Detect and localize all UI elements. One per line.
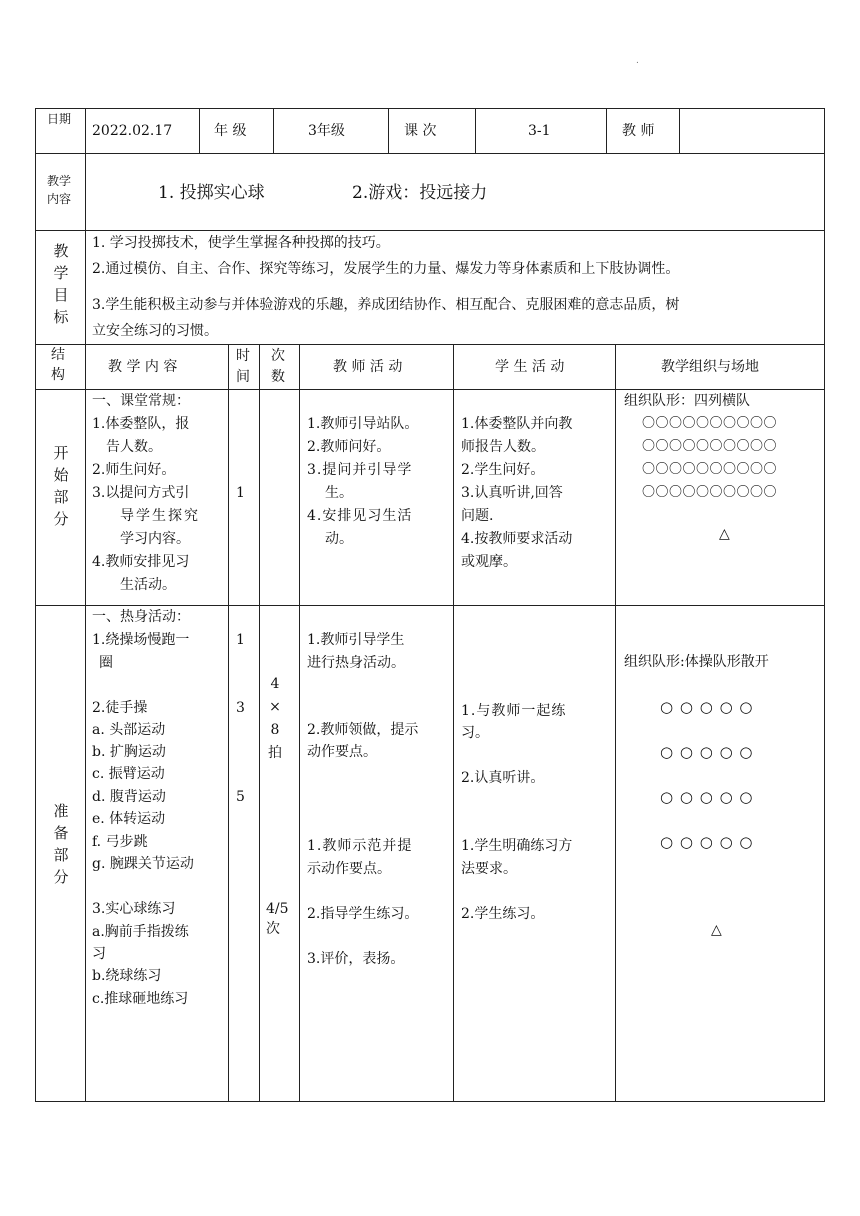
prep-teacher-line: 动作要点。 [307, 744, 377, 760]
prep-content-line: 3.实心球练习 [92, 901, 176, 917]
prep-student-line: 2.认真听讲。 [461, 770, 545, 786]
col-divider [606, 108, 607, 153]
col-organization: 教学组织与场地 [661, 359, 759, 375]
prep-content-line: b. 扩胸运动 [92, 744, 166, 760]
start-formation-row: 〇〇〇〇〇〇〇〇〇〇 [642, 462, 778, 477]
start-content-line: 告人数。 [106, 439, 162, 455]
lesson-value: 3-1 [528, 123, 551, 139]
start-student-line: 1.体委整队并向教 [461, 416, 573, 432]
grade-value: 3年级 [308, 123, 345, 139]
prep-count-value [262, 673, 288, 765]
prep-count-char: 8 [270, 722, 280, 738]
col-structure-line: 构 [51, 367, 65, 383]
col-count-line: 次 [271, 348, 285, 364]
prep-student-line: 1.与教师一起练 [461, 703, 567, 719]
goal-line: 立安全练习的习惯。 [92, 323, 218, 339]
start-formation-row: 〇〇〇〇〇〇〇〇〇〇 [642, 439, 778, 454]
start-student-line: 2.学生问好。 [461, 462, 545, 478]
section-prep-char: 部 [53, 846, 69, 864]
start-content-line: 4.教师安排见习 [92, 554, 190, 570]
start-content-line: 一、课堂常规： [92, 393, 190, 409]
prep-formation-row: ○ ○ ○ ○ ○ [660, 698, 754, 716]
start-teacher-line: 生。 [325, 485, 353, 501]
section-start-char: 始 [53, 466, 69, 484]
prep-content-line: 一、热身活动： [92, 609, 190, 625]
section-start-char: 开 [53, 444, 69, 462]
prep-count-char: 拍 [268, 745, 282, 761]
prep-content-line: e. 体转运动 [92, 811, 166, 827]
col-divider [453, 344, 454, 1102]
goals-label-char: 学 [53, 264, 69, 282]
start-teacher-line: 1.教师引导站队。 [307, 416, 419, 432]
start-content-line: 3.以提问方式引 [92, 485, 190, 501]
col-divider [199, 108, 200, 153]
prep-student-line: 法要求。 [461, 861, 517, 877]
goal-line: 1. 学习投掷技术，使学生掌握各种投掷的技巧。 [92, 235, 390, 251]
start-student-line: 3.认真听讲,回答 [461, 485, 563, 501]
prep-content-line: f. 弓步跳 [92, 834, 148, 850]
prep-content-line: d. 腹背运动 [92, 789, 166, 805]
prep-time-value: 5 [236, 789, 245, 805]
start-content-line: 学习内容。 [120, 531, 190, 547]
start-student-line: 4.按教师要求活动 [461, 531, 573, 547]
col-divider [388, 108, 389, 153]
prep-org-title: 组织队形:体操队形散开 [624, 654, 769, 670]
start-teacher-line: 3.提问并引导学 [307, 462, 413, 478]
goals-label-char: 教 [53, 242, 69, 260]
prep-count-value-2: 4/5 [266, 901, 289, 917]
col-divider [85, 108, 86, 1102]
goal-line: 3.学生能积极主动参与并体验游戏的乐趣，养成团结协作、相互配合、克服困难的意志品质，树 [92, 297, 680, 313]
goals-label-char: 目 [53, 286, 69, 304]
prep-formation-row: ○ ○ ○ ○ ○ [660, 833, 754, 851]
section-start-char: 部 [53, 488, 69, 506]
prep-teacher-line: 2.指导学生练习。 [307, 906, 419, 922]
goals-label [46, 240, 76, 328]
row-divider [35, 153, 825, 154]
goals-label-char: 标 [53, 308, 69, 326]
date-label: 日期 [47, 112, 72, 126]
section-start-char: 分 [53, 510, 69, 528]
prep-content-line: c. 振臂运动 [92, 766, 165, 782]
col-time-line: 时 [236, 348, 250, 364]
prep-student-line: 1.学生明确练习方 [461, 838, 573, 854]
prep-content-line: b.绕球练习 [92, 968, 162, 984]
start-content-line: 2.师生问好。 [92, 462, 176, 478]
col-time-line: 间 [236, 369, 250, 385]
prep-teacher-line: 1.教师引导学生 [307, 632, 405, 648]
col-content: 教 学 内 容 [108, 359, 178, 375]
prep-content-line: a. 头部运动 [92, 722, 166, 738]
grade-label: 年 级 [214, 123, 247, 139]
prep-content-line: 1.绕操场慢跑一 [92, 632, 190, 648]
prep-student-line: 习。 [461, 725, 489, 741]
col-teacher-activity: 教 师 活 动 [333, 359, 403, 375]
prep-count-char: 4 [270, 676, 280, 692]
col-count-line: 数 [271, 369, 285, 385]
prep-student-line: 2.学生练习。 [461, 906, 545, 922]
start-org-title: 组织队形：四列横队 [624, 393, 750, 409]
corner-mark: . [636, 56, 639, 66]
start-formation-row: 〇〇〇〇〇〇〇〇〇〇 [642, 416, 778, 431]
prep-content-line: 2.徒手操 [92, 700, 148, 716]
start-time: 1 [236, 485, 245, 501]
col-divider [228, 344, 229, 1102]
prep-formation-row: ○ ○ ○ ○ ○ [660, 788, 754, 806]
start-teacher-line: 4.安排见习生活 [307, 508, 413, 524]
prep-formation-row: ○ ○ ○ ○ ○ [660, 743, 754, 761]
start-teacher-line: 2.教师问好。 [307, 439, 391, 455]
prep-content-line: 习 [92, 946, 106, 962]
start-teacher-line: 动。 [325, 531, 353, 547]
prep-content-line: a.胸前手指拨练 [92, 924, 189, 940]
prep-teacher-line: 进行热身活动。 [307, 655, 405, 671]
content-item-2: 2.游戏：投远接力 [352, 183, 488, 203]
teacher-position-icon: △ [719, 526, 730, 542]
start-content-line: 生活动。 [120, 577, 176, 593]
row-divider [35, 344, 825, 345]
start-student-line: 或观摩。 [461, 554, 517, 570]
prep-time-value: 3 [236, 700, 245, 716]
col-student-activity: 学 生 活 动 [495, 359, 565, 375]
section-start-label [46, 442, 76, 530]
goal-line: 2.通过模仿、自主、合作、探究等练习，发展学生的力量、爆发力等身体素质和上下肢协调性。 [92, 261, 680, 277]
prep-teacher-line: 1.教师示范并提 [307, 838, 413, 854]
col-divider [299, 344, 300, 1102]
start-content-line: 1.体委整队，报 [92, 416, 190, 432]
teacher-label: 教 师 [622, 123, 655, 139]
prep-count-value-2: 次 [266, 921, 280, 937]
prep-count-char: × [269, 699, 281, 715]
start-student-line: 师报告人数。 [461, 439, 545, 455]
prep-teacher-line: 示动作要点。 [307, 861, 391, 877]
col-structure-line: 结 [51, 347, 65, 363]
start-formation-row: 〇〇〇〇〇〇〇〇〇〇 [642, 485, 778, 500]
col-divider [259, 344, 260, 1102]
section-prep-char: 准 [53, 802, 69, 820]
date-value: 2022.02.17 [92, 123, 173, 139]
prep-content-line: c.推球砸地练习 [92, 991, 189, 1007]
prep-content-line: g. 腕踝关节运动 [92, 856, 194, 872]
teacher-position-icon: △ [711, 922, 722, 938]
content-item-1: 1. 投掷实心球 [158, 183, 265, 203]
col-divider [615, 344, 616, 1102]
col-divider [475, 108, 476, 153]
content-label-line: 内容 [47, 192, 72, 206]
prep-time-value: 1 [236, 632, 245, 648]
start-content-line: 导学生探究 [120, 508, 200, 524]
col-divider [273, 108, 274, 153]
section-prep-label [46, 800, 76, 888]
prep-teacher-line: 2.教师领做，提示 [307, 722, 419, 738]
section-prep-char: 备 [53, 824, 69, 842]
col-divider [679, 108, 680, 153]
start-student-line: 问题. [461, 508, 494, 524]
row-divider [35, 230, 825, 231]
lesson-label: 课 次 [404, 123, 437, 139]
section-prep-char: 分 [53, 868, 69, 886]
content-label-line: 教学 [47, 174, 72, 188]
prep-teacher-line: 3.评价，表扬。 [307, 951, 405, 967]
prep-content-line: 圈 [99, 655, 113, 671]
